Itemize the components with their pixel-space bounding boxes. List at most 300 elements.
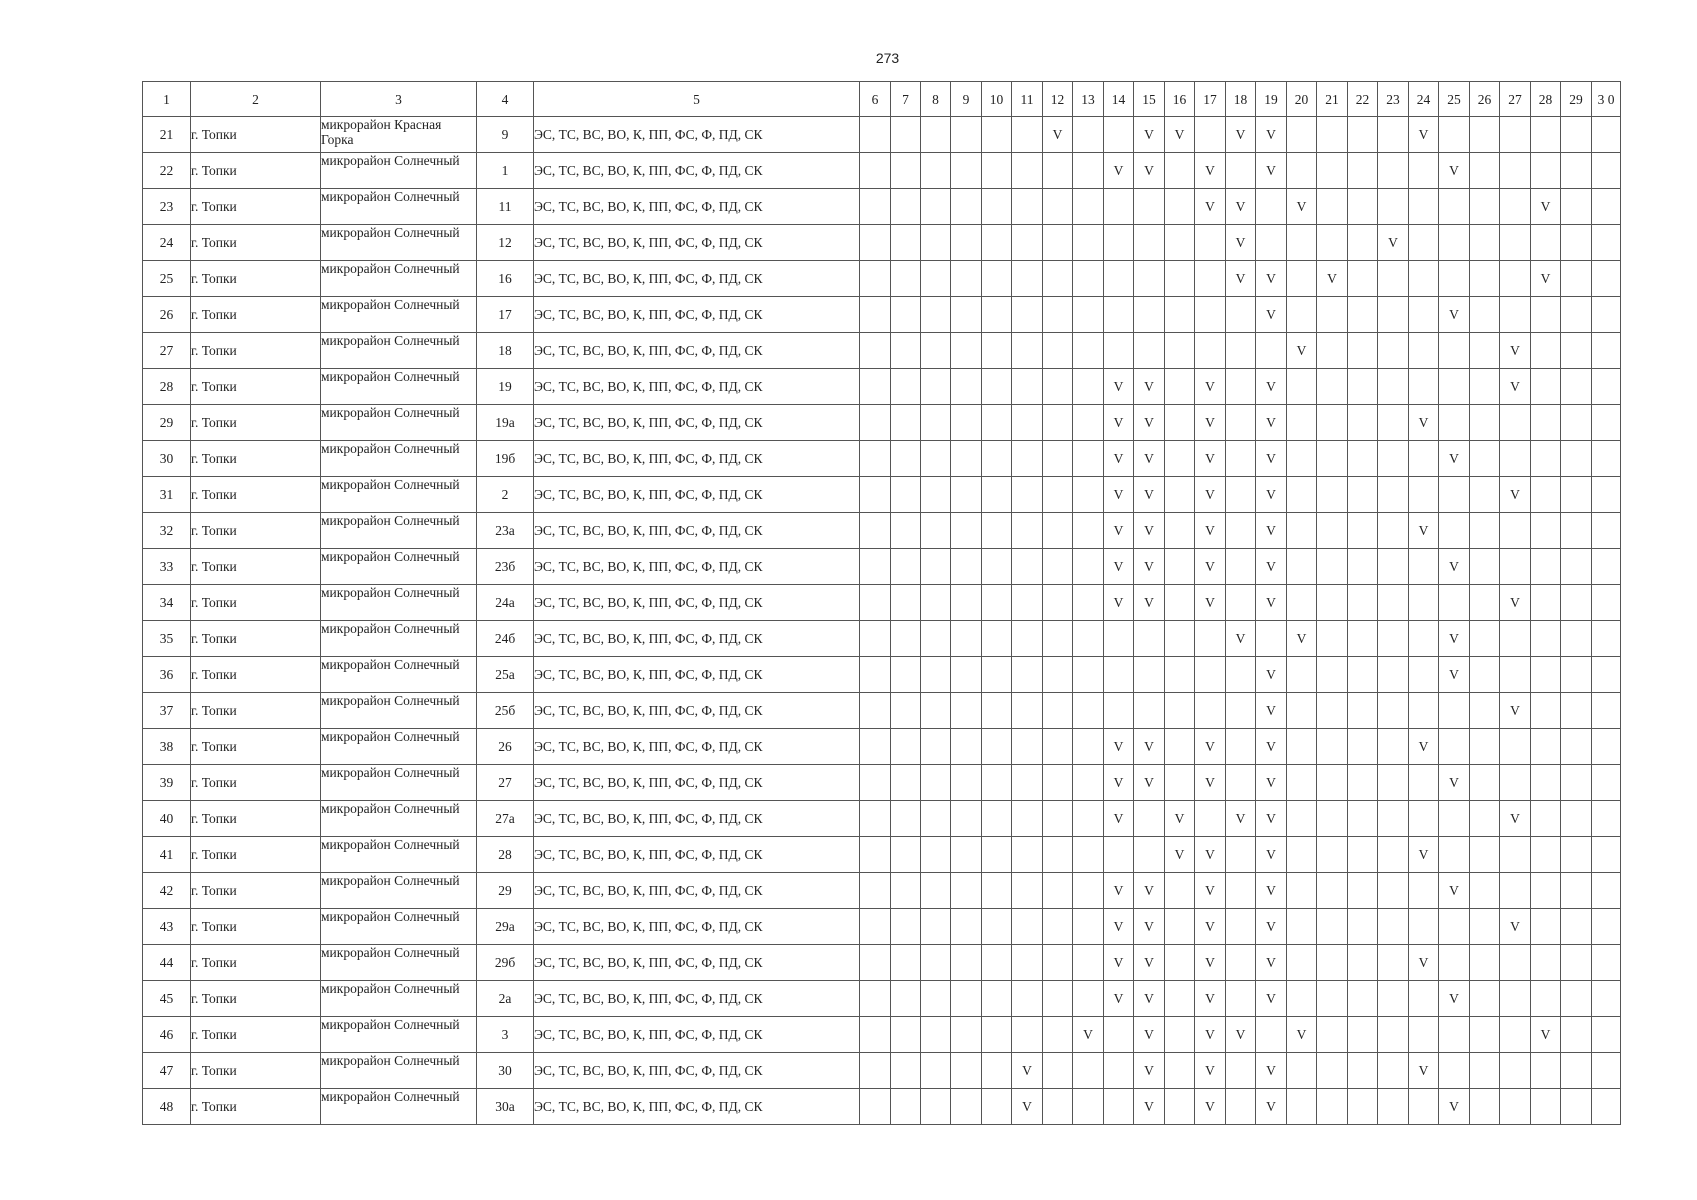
empty-cell bbox=[1165, 405, 1195, 441]
empty-cell bbox=[1226, 369, 1256, 405]
house-number-cell: 17 bbox=[477, 297, 534, 333]
check-mark: V bbox=[1256, 693, 1287, 729]
empty-cell bbox=[860, 261, 891, 297]
empty-cell bbox=[951, 621, 982, 657]
check-mark: V bbox=[1134, 1053, 1165, 1089]
check-mark: V bbox=[1195, 549, 1226, 585]
services-cell: ЭС, ТС, ВС, ВО, К, ПП, ФС, Ф, ПД, СК bbox=[534, 909, 860, 945]
empty-cell bbox=[1317, 873, 1348, 909]
empty-cell bbox=[1378, 549, 1409, 585]
column-header-23: 23 bbox=[1378, 82, 1409, 117]
row-number: 22 bbox=[143, 153, 191, 189]
house-number-cell: 29а bbox=[477, 909, 534, 945]
check-mark: V bbox=[1256, 873, 1287, 909]
empty-cell bbox=[1012, 621, 1043, 657]
empty-cell bbox=[1043, 225, 1073, 261]
empty-cell bbox=[1226, 297, 1256, 333]
check-mark: V bbox=[1195, 477, 1226, 513]
empty-cell bbox=[982, 333, 1012, 369]
empty-cell bbox=[982, 657, 1012, 693]
empty-cell bbox=[1470, 189, 1500, 225]
check-mark: V bbox=[1134, 369, 1165, 405]
empty-cell bbox=[1531, 981, 1561, 1017]
empty-cell bbox=[1134, 333, 1165, 369]
empty-cell bbox=[1470, 441, 1500, 477]
empty-cell bbox=[1043, 765, 1073, 801]
check-mark: V bbox=[1012, 1089, 1043, 1125]
empty-cell bbox=[1073, 513, 1104, 549]
house-number-cell: 30 bbox=[477, 1053, 534, 1089]
empty-cell bbox=[1561, 873, 1592, 909]
empty-cell bbox=[1043, 153, 1073, 189]
empty-cell bbox=[860, 477, 891, 513]
empty-cell bbox=[982, 513, 1012, 549]
empty-cell bbox=[1500, 189, 1531, 225]
empty-cell bbox=[921, 837, 951, 873]
empty-cell bbox=[1073, 945, 1104, 981]
row-number: 44 bbox=[143, 945, 191, 981]
empty-cell bbox=[860, 333, 891, 369]
table-row bbox=[143, 513, 1621, 549]
empty-cell bbox=[1073, 1089, 1104, 1125]
city-cell: г. Топки bbox=[191, 945, 321, 981]
empty-cell bbox=[1287, 369, 1317, 405]
empty-cell bbox=[1561, 369, 1592, 405]
empty-cell bbox=[1561, 153, 1592, 189]
empty-cell bbox=[1165, 873, 1195, 909]
check-mark: V bbox=[1165, 801, 1195, 837]
services-cell: ЭС, ТС, ВС, ВО, К, ПП, ФС, Ф, ПД, СК bbox=[534, 117, 860, 153]
empty-cell bbox=[921, 585, 951, 621]
empty-cell bbox=[1409, 261, 1439, 297]
empty-cell bbox=[860, 441, 891, 477]
empty-cell bbox=[1195, 801, 1226, 837]
empty-cell bbox=[921, 405, 951, 441]
empty-cell bbox=[1043, 405, 1073, 441]
empty-cell bbox=[951, 657, 982, 693]
check-mark: V bbox=[1134, 1017, 1165, 1053]
empty-cell bbox=[1317, 1089, 1348, 1125]
empty-cell bbox=[1378, 693, 1409, 729]
city-cell: г. Топки bbox=[191, 117, 321, 153]
empty-cell bbox=[1592, 837, 1621, 873]
empty-cell bbox=[1073, 621, 1104, 657]
services-cell: ЭС, ТС, ВС, ВО, К, ПП, ФС, Ф, ПД, СК bbox=[534, 837, 860, 873]
empty-cell bbox=[1500, 657, 1531, 693]
empty-cell bbox=[1439, 405, 1470, 441]
table-row bbox=[143, 153, 1621, 189]
house-number-cell: 12 bbox=[477, 225, 534, 261]
empty-cell bbox=[1134, 297, 1165, 333]
empty-cell bbox=[1470, 621, 1500, 657]
row-number: 23 bbox=[143, 189, 191, 225]
empty-cell bbox=[1378, 477, 1409, 513]
services-cell: ЭС, ТС, ВС, ВО, К, ПП, ФС, Ф, ПД, СК bbox=[534, 513, 860, 549]
empty-cell bbox=[1439, 729, 1470, 765]
empty-cell bbox=[1226, 153, 1256, 189]
services-cell: ЭС, ТС, ВС, ВО, К, ПП, ФС, Ф, ПД, СК bbox=[534, 585, 860, 621]
empty-cell bbox=[1287, 729, 1317, 765]
empty-cell bbox=[951, 873, 982, 909]
check-mark: V bbox=[1439, 297, 1470, 333]
empty-cell bbox=[1348, 945, 1378, 981]
empty-cell bbox=[1104, 1089, 1134, 1125]
empty-cell bbox=[1470, 837, 1500, 873]
district-cell: микрорайон Солнечный bbox=[321, 333, 477, 369]
check-mark: V bbox=[1256, 837, 1287, 873]
empty-cell bbox=[982, 189, 1012, 225]
empty-cell bbox=[1226, 657, 1256, 693]
column-header-5: 5 bbox=[534, 82, 860, 117]
empty-cell bbox=[1409, 801, 1439, 837]
check-mark: V bbox=[1134, 549, 1165, 585]
empty-cell bbox=[1073, 369, 1104, 405]
city-cell: г. Топки bbox=[191, 261, 321, 297]
check-mark: V bbox=[1439, 981, 1470, 1017]
empty-cell bbox=[1226, 549, 1256, 585]
empty-cell bbox=[1439, 801, 1470, 837]
empty-cell bbox=[1531, 621, 1561, 657]
house-number-cell: 3 bbox=[477, 1017, 534, 1053]
empty-cell bbox=[1592, 225, 1621, 261]
empty-cell bbox=[891, 693, 921, 729]
empty-cell bbox=[1470, 297, 1500, 333]
empty-cell bbox=[1165, 261, 1195, 297]
empty-cell bbox=[1470, 585, 1500, 621]
check-mark: V bbox=[1104, 441, 1134, 477]
empty-cell bbox=[1500, 1017, 1531, 1053]
city-cell: г. Топки bbox=[191, 153, 321, 189]
empty-cell bbox=[1287, 117, 1317, 153]
empty-cell bbox=[1104, 621, 1134, 657]
empty-cell bbox=[982, 909, 1012, 945]
empty-cell bbox=[1439, 225, 1470, 261]
empty-cell bbox=[1439, 189, 1470, 225]
check-mark: V bbox=[1500, 909, 1531, 945]
empty-cell bbox=[1500, 405, 1531, 441]
district-cell: микрорайон Солнечный bbox=[321, 513, 477, 549]
empty-cell bbox=[1378, 297, 1409, 333]
check-mark: V bbox=[1195, 405, 1226, 441]
empty-cell bbox=[1104, 1017, 1134, 1053]
empty-cell bbox=[1073, 297, 1104, 333]
empty-cell bbox=[1043, 945, 1073, 981]
empty-cell bbox=[1500, 873, 1531, 909]
empty-cell bbox=[921, 945, 951, 981]
district-cell: микрорайон Солнечный bbox=[321, 729, 477, 765]
house-number-cell: 1 bbox=[477, 153, 534, 189]
empty-cell bbox=[1592, 621, 1621, 657]
empty-cell bbox=[982, 621, 1012, 657]
empty-cell bbox=[891, 477, 921, 513]
check-mark: V bbox=[1012, 1053, 1043, 1089]
empty-cell bbox=[921, 801, 951, 837]
empty-cell bbox=[1348, 441, 1378, 477]
empty-cell bbox=[1561, 477, 1592, 513]
empty-cell bbox=[1500, 837, 1531, 873]
empty-cell bbox=[1317, 765, 1348, 801]
empty-cell bbox=[891, 261, 921, 297]
check-mark: V bbox=[1104, 729, 1134, 765]
empty-cell bbox=[1348, 477, 1378, 513]
services-cell: ЭС, ТС, ВС, ВО, К, ПП, ФС, Ф, ПД, СК bbox=[534, 477, 860, 513]
check-mark: V bbox=[1134, 153, 1165, 189]
empty-cell bbox=[1043, 801, 1073, 837]
empty-cell bbox=[1500, 621, 1531, 657]
empty-cell bbox=[1348, 1053, 1378, 1089]
services-cell: ЭС, ТС, ВС, ВО, К, ПП, ФС, Ф, ПД, СК bbox=[534, 189, 860, 225]
check-mark: V bbox=[1256, 585, 1287, 621]
empty-cell bbox=[891, 981, 921, 1017]
empty-cell bbox=[1012, 693, 1043, 729]
city-cell: г. Топки bbox=[191, 657, 321, 693]
empty-cell bbox=[982, 981, 1012, 1017]
empty-cell bbox=[891, 153, 921, 189]
city-cell: г. Топки bbox=[191, 513, 321, 549]
empty-cell bbox=[1348, 369, 1378, 405]
check-mark: V bbox=[1134, 729, 1165, 765]
column-header-20: 20 bbox=[1287, 82, 1317, 117]
row-number: 24 bbox=[143, 225, 191, 261]
check-mark: V bbox=[1256, 441, 1287, 477]
empty-cell bbox=[982, 765, 1012, 801]
empty-cell bbox=[1592, 945, 1621, 981]
column-header-27: 27 bbox=[1500, 82, 1531, 117]
city-cell: г. Топки bbox=[191, 441, 321, 477]
empty-cell bbox=[1195, 117, 1226, 153]
table-row bbox=[143, 981, 1621, 1017]
empty-cell bbox=[1348, 549, 1378, 585]
empty-cell bbox=[1317, 225, 1348, 261]
empty-cell bbox=[1592, 117, 1621, 153]
house-number-cell: 29б bbox=[477, 945, 534, 981]
column-header-18: 18 bbox=[1226, 82, 1256, 117]
empty-cell bbox=[1317, 1053, 1348, 1089]
empty-cell bbox=[1012, 765, 1043, 801]
empty-cell bbox=[1226, 405, 1256, 441]
empty-cell bbox=[1561, 693, 1592, 729]
empty-cell bbox=[891, 621, 921, 657]
row-number: 30 bbox=[143, 441, 191, 477]
empty-cell bbox=[1561, 945, 1592, 981]
empty-cell bbox=[891, 729, 921, 765]
empty-cell bbox=[1165, 297, 1195, 333]
empty-cell bbox=[982, 369, 1012, 405]
empty-cell bbox=[1470, 1017, 1500, 1053]
check-mark: V bbox=[1256, 765, 1287, 801]
empty-cell bbox=[1561, 981, 1592, 1017]
table-row bbox=[143, 477, 1621, 513]
empty-cell bbox=[1134, 801, 1165, 837]
empty-cell bbox=[921, 1017, 951, 1053]
empty-cell bbox=[1317, 189, 1348, 225]
empty-cell bbox=[1073, 549, 1104, 585]
check-mark: V bbox=[1287, 333, 1317, 369]
district-cell: микрорайон Солнечный bbox=[321, 837, 477, 873]
empty-cell bbox=[951, 261, 982, 297]
empty-cell bbox=[1439, 513, 1470, 549]
empty-cell bbox=[982, 837, 1012, 873]
row-number: 26 bbox=[143, 297, 191, 333]
check-mark: V bbox=[1226, 1017, 1256, 1053]
empty-cell bbox=[951, 801, 982, 837]
empty-cell bbox=[951, 225, 982, 261]
empty-cell bbox=[1165, 225, 1195, 261]
empty-cell bbox=[1561, 333, 1592, 369]
empty-cell bbox=[1378, 1089, 1409, 1125]
row-number: 41 bbox=[143, 837, 191, 873]
empty-cell bbox=[1592, 369, 1621, 405]
check-mark: V bbox=[1531, 189, 1561, 225]
empty-cell bbox=[1500, 153, 1531, 189]
empty-cell bbox=[921, 1053, 951, 1089]
empty-cell bbox=[1104, 261, 1134, 297]
empty-cell bbox=[1348, 225, 1378, 261]
house-number-cell: 23б bbox=[477, 549, 534, 585]
empty-cell bbox=[1378, 801, 1409, 837]
empty-cell bbox=[1470, 333, 1500, 369]
empty-cell bbox=[1317, 945, 1348, 981]
empty-cell bbox=[1561, 549, 1592, 585]
empty-cell bbox=[1470, 405, 1500, 441]
empty-cell bbox=[1592, 513, 1621, 549]
services-cell: ЭС, ТС, ВС, ВО, К, ПП, ФС, Ф, ПД, СК bbox=[534, 729, 860, 765]
empty-cell bbox=[1378, 585, 1409, 621]
column-header-15: 15 bbox=[1134, 82, 1165, 117]
empty-cell bbox=[1592, 1089, 1621, 1125]
empty-cell bbox=[982, 1053, 1012, 1089]
check-mark: V bbox=[1500, 693, 1531, 729]
empty-cell bbox=[982, 945, 1012, 981]
empty-cell bbox=[1317, 297, 1348, 333]
empty-cell bbox=[1012, 297, 1043, 333]
check-mark: V bbox=[1256, 297, 1287, 333]
empty-cell bbox=[1531, 693, 1561, 729]
empty-cell bbox=[860, 189, 891, 225]
empty-cell bbox=[982, 297, 1012, 333]
check-mark: V bbox=[1226, 261, 1256, 297]
empty-cell bbox=[1592, 297, 1621, 333]
empty-cell bbox=[1165, 153, 1195, 189]
empty-cell bbox=[1012, 189, 1043, 225]
empty-cell bbox=[1287, 405, 1317, 441]
services-cell: ЭС, ТС, ВС, ВО, К, ПП, ФС, Ф, ПД, СК bbox=[534, 693, 860, 729]
empty-cell bbox=[1287, 1053, 1317, 1089]
table-row bbox=[143, 657, 1621, 693]
empty-cell bbox=[1043, 1089, 1073, 1125]
empty-cell bbox=[891, 765, 921, 801]
empty-cell bbox=[1226, 333, 1256, 369]
table-row bbox=[143, 837, 1621, 873]
empty-cell bbox=[1531, 837, 1561, 873]
table-row bbox=[143, 405, 1621, 441]
row-number: 35 bbox=[143, 621, 191, 657]
empty-cell bbox=[1043, 1053, 1073, 1089]
empty-cell bbox=[1104, 693, 1134, 729]
house-number-cell: 28 bbox=[477, 837, 534, 873]
empty-cell bbox=[1104, 837, 1134, 873]
column-header-6: 6 bbox=[860, 82, 891, 117]
city-cell: г. Топки bbox=[191, 801, 321, 837]
district-cell: микрорайон Солнечный bbox=[321, 261, 477, 297]
empty-cell bbox=[1134, 693, 1165, 729]
empty-cell bbox=[1500, 297, 1531, 333]
column-header-10: 10 bbox=[982, 82, 1012, 117]
check-mark: V bbox=[1287, 1017, 1317, 1053]
check-mark: V bbox=[1531, 261, 1561, 297]
district-cell: микрорайон Солнечный bbox=[321, 189, 477, 225]
empty-cell bbox=[1165, 585, 1195, 621]
check-mark: V bbox=[1439, 765, 1470, 801]
empty-cell bbox=[1226, 873, 1256, 909]
check-mark: V bbox=[1195, 1053, 1226, 1089]
check-mark: V bbox=[1104, 153, 1134, 189]
empty-cell bbox=[1287, 873, 1317, 909]
empty-cell bbox=[1104, 333, 1134, 369]
empty-cell bbox=[951, 513, 982, 549]
empty-cell bbox=[1134, 261, 1165, 297]
empty-cell bbox=[1073, 837, 1104, 873]
empty-cell bbox=[1531, 477, 1561, 513]
empty-cell bbox=[1409, 1017, 1439, 1053]
table-row bbox=[143, 441, 1621, 477]
empty-cell bbox=[1348, 153, 1378, 189]
empty-cell bbox=[1378, 981, 1409, 1017]
empty-cell bbox=[1470, 945, 1500, 981]
district-cell: микрорайон Солнечный bbox=[321, 1053, 477, 1089]
column-header-16: 16 bbox=[1165, 82, 1195, 117]
empty-cell bbox=[1409, 369, 1439, 405]
services-cell: ЭС, ТС, ВС, ВО, К, ПП, ФС, Ф, ПД, СК bbox=[534, 621, 860, 657]
house-number-cell: 27а bbox=[477, 801, 534, 837]
check-mark: V bbox=[1104, 513, 1134, 549]
empty-cell bbox=[1348, 585, 1378, 621]
house-number-cell: 23а bbox=[477, 513, 534, 549]
empty-cell bbox=[1531, 405, 1561, 441]
check-mark: V bbox=[1500, 333, 1531, 369]
empty-cell bbox=[891, 657, 921, 693]
row-number: 29 bbox=[143, 405, 191, 441]
services-cell: ЭС, ТС, ВС, ВО, К, ПП, ФС, Ф, ПД, СК bbox=[534, 657, 860, 693]
empty-cell bbox=[1226, 513, 1256, 549]
empty-cell bbox=[1592, 441, 1621, 477]
services-cell: ЭС, ТС, ВС, ВО, К, ПП, ФС, Ф, ПД, СК bbox=[534, 981, 860, 1017]
empty-cell bbox=[1531, 297, 1561, 333]
empty-cell bbox=[921, 225, 951, 261]
empty-cell bbox=[1348, 513, 1378, 549]
empty-cell bbox=[1409, 909, 1439, 945]
check-mark: V bbox=[1104, 909, 1134, 945]
district-cell: микрорайон Солнечный bbox=[321, 441, 477, 477]
empty-cell bbox=[1317, 621, 1348, 657]
column-header-25: 25 bbox=[1439, 82, 1470, 117]
column-header-11: 11 bbox=[1012, 82, 1043, 117]
empty-cell bbox=[1134, 189, 1165, 225]
empty-cell bbox=[951, 1017, 982, 1053]
empty-cell bbox=[1348, 1089, 1378, 1125]
empty-cell bbox=[1043, 549, 1073, 585]
empty-cell bbox=[1409, 189, 1439, 225]
check-mark: V bbox=[1195, 837, 1226, 873]
empty-cell bbox=[921, 153, 951, 189]
empty-cell bbox=[1043, 585, 1073, 621]
empty-cell bbox=[1500, 549, 1531, 585]
empty-cell bbox=[1348, 909, 1378, 945]
empty-cell bbox=[891, 873, 921, 909]
empty-cell bbox=[1073, 729, 1104, 765]
column-header-13: 13 bbox=[1073, 82, 1104, 117]
empty-cell bbox=[1073, 585, 1104, 621]
